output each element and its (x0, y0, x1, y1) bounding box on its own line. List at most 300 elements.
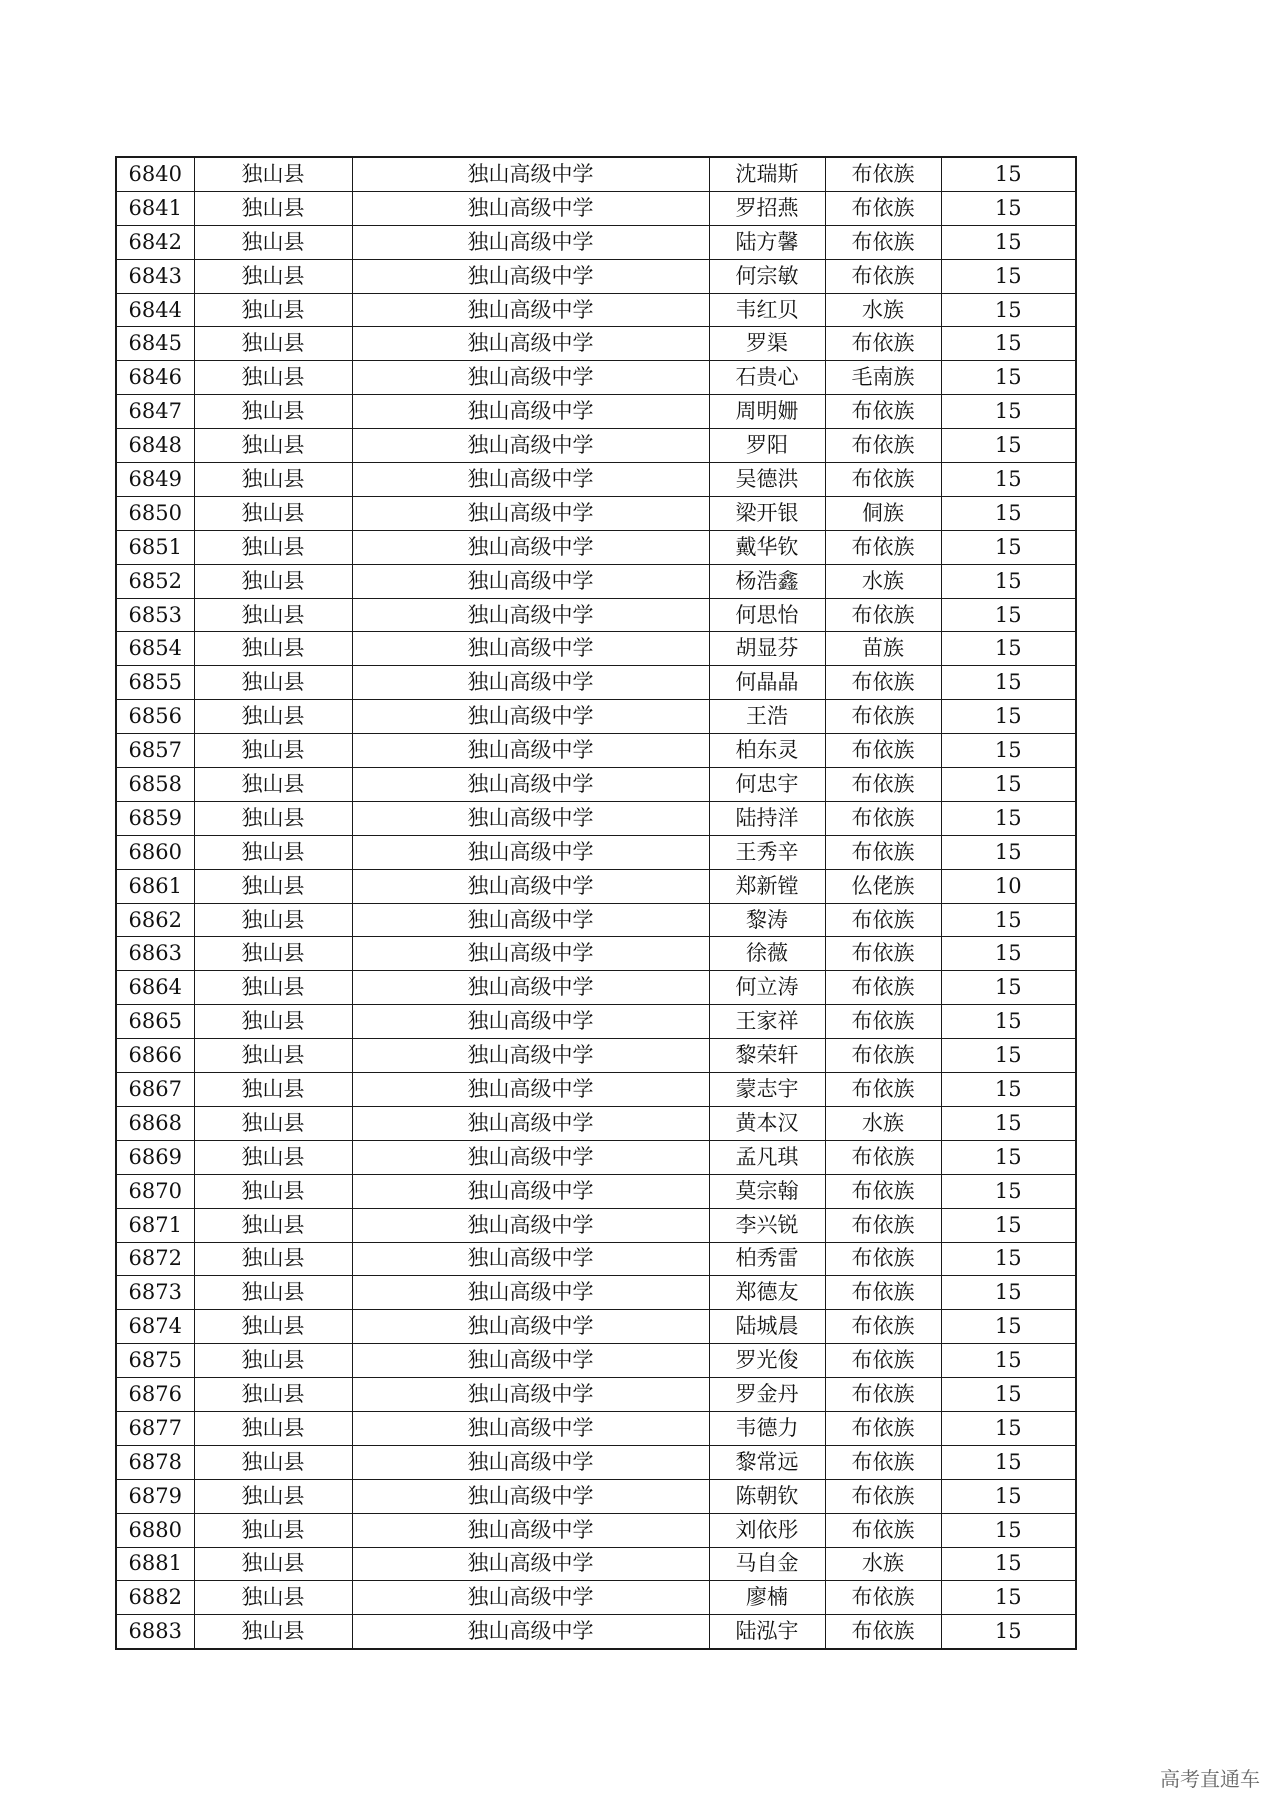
cell-ethnicity: 布依族 (825, 1411, 941, 1445)
cell-score: 15 (941, 395, 1076, 429)
cell-score: 15 (941, 157, 1076, 191)
cell-school: 独山高级中学 (352, 1106, 709, 1140)
cell-score: 15 (941, 1547, 1076, 1581)
cell-id: 6850 (116, 496, 194, 530)
cell-school: 独山高级中学 (352, 496, 709, 530)
table-row (116, 1344, 1076, 1378)
table-row (116, 598, 1076, 632)
cell-ethnicity: 布依族 (825, 1378, 941, 1412)
table-row (116, 971, 1076, 1005)
table-row (116, 937, 1076, 971)
cell-ethnicity: 布依族 (825, 700, 941, 734)
cell-score: 15 (941, 1344, 1076, 1378)
cell-school: 独山高级中学 (352, 530, 709, 564)
cell-id: 6863 (116, 937, 194, 971)
table-row (116, 734, 1076, 768)
cell-score: 15 (941, 429, 1076, 463)
cell-school: 独山高级中学 (352, 157, 709, 191)
cell-county: 独山县 (194, 1378, 352, 1412)
cell-id: 6858 (116, 768, 194, 802)
table-row (116, 395, 1076, 429)
cell-name: 罗招燕 (709, 191, 825, 225)
cell-id: 6866 (116, 1039, 194, 1073)
cell-score: 15 (941, 1615, 1076, 1649)
cell-county: 独山县 (194, 1547, 352, 1581)
cell-ethnicity: 布依族 (825, 1208, 941, 1242)
cell-name: 柏东灵 (709, 734, 825, 768)
cell-county: 独山县 (194, 564, 352, 598)
table-row (116, 1039, 1076, 1073)
table-row (116, 496, 1076, 530)
cell-id: 6872 (116, 1242, 194, 1276)
cell-county: 独山县 (194, 1174, 352, 1208)
cell-school: 独山高级中学 (352, 1411, 709, 1445)
cell-id: 6864 (116, 971, 194, 1005)
cell-county: 独山县 (194, 1411, 352, 1445)
cell-id: 6852 (116, 564, 194, 598)
cell-name: 罗光俊 (709, 1344, 825, 1378)
cell-county: 独山县 (194, 903, 352, 937)
cell-school: 独山高级中学 (352, 191, 709, 225)
cell-score: 15 (941, 937, 1076, 971)
cell-name: 何忠宇 (709, 768, 825, 802)
cell-ethnicity: 水族 (825, 564, 941, 598)
cell-score: 15 (941, 1106, 1076, 1140)
cell-score: 15 (941, 1208, 1076, 1242)
table-row (116, 225, 1076, 259)
cell-ethnicity: 布依族 (825, 1276, 941, 1310)
cell-ethnicity: 布依族 (825, 971, 941, 1005)
cell-county: 独山县 (194, 1310, 352, 1344)
cell-ethnicity: 苗族 (825, 632, 941, 666)
cell-county: 独山县 (194, 530, 352, 564)
cell-id: 6867 (116, 1073, 194, 1107)
cell-ethnicity: 布依族 (825, 1344, 941, 1378)
cell-county: 独山县 (194, 1615, 352, 1649)
cell-school: 独山高级中学 (352, 1547, 709, 1581)
table-body (116, 157, 1076, 1649)
table-row (116, 327, 1076, 361)
cell-id: 6870 (116, 1174, 194, 1208)
cell-school: 独山高级中学 (352, 801, 709, 835)
cell-score: 15 (941, 1310, 1076, 1344)
cell-id: 6854 (116, 632, 194, 666)
cell-score: 15 (941, 1174, 1076, 1208)
cell-name: 罗金丹 (709, 1378, 825, 1412)
cell-ethnicity: 布依族 (825, 1174, 941, 1208)
cell-ethnicity: 毛南族 (825, 361, 941, 395)
cell-name: 沈瑞斯 (709, 157, 825, 191)
cell-id: 6847 (116, 395, 194, 429)
table-row (116, 1445, 1076, 1479)
cell-county: 独山县 (194, 666, 352, 700)
cell-ethnicity: 布依族 (825, 734, 941, 768)
cell-school: 独山高级中学 (352, 395, 709, 429)
cell-id: 6862 (116, 903, 194, 937)
table-row (116, 700, 1076, 734)
cell-name: 王浩 (709, 700, 825, 734)
cell-name: 柏秀雷 (709, 1242, 825, 1276)
cell-id: 6840 (116, 157, 194, 191)
cell-name: 刘依彤 (709, 1513, 825, 1547)
cell-name: 徐薇 (709, 937, 825, 971)
cell-score: 15 (941, 1073, 1076, 1107)
cell-ethnicity: 布依族 (825, 225, 941, 259)
cell-school: 独山高级中学 (352, 327, 709, 361)
table-row (116, 1378, 1076, 1412)
cell-county: 独山县 (194, 801, 352, 835)
cell-school: 独山高级中学 (352, 598, 709, 632)
cell-name: 孟凡琪 (709, 1140, 825, 1174)
table-row (116, 632, 1076, 666)
cell-id: 6875 (116, 1344, 194, 1378)
table-row (116, 1140, 1076, 1174)
cell-name: 陆泓宇 (709, 1615, 825, 1649)
cell-school: 独山高级中学 (352, 1378, 709, 1412)
cell-county: 独山县 (194, 463, 352, 497)
cell-county: 独山县 (194, 327, 352, 361)
cell-id: 6869 (116, 1140, 194, 1174)
cell-name: 黎常远 (709, 1445, 825, 1479)
table-row (116, 564, 1076, 598)
cell-ethnicity: 布依族 (825, 259, 941, 293)
cell-county: 独山县 (194, 700, 352, 734)
cell-ethnicity: 水族 (825, 1106, 941, 1140)
cell-name: 石贵心 (709, 361, 825, 395)
cell-school: 独山高级中学 (352, 903, 709, 937)
table-row (116, 1242, 1076, 1276)
table-row (116, 1615, 1076, 1649)
cell-ethnicity: 侗族 (825, 496, 941, 530)
cell-score: 15 (941, 1479, 1076, 1513)
cell-name: 何宗敏 (709, 259, 825, 293)
cell-school: 独山高级中学 (352, 293, 709, 327)
cell-id: 6843 (116, 259, 194, 293)
cell-name: 郑德友 (709, 1276, 825, 1310)
cell-id: 6865 (116, 1005, 194, 1039)
cell-county: 独山县 (194, 191, 352, 225)
cell-county: 独山县 (194, 1581, 352, 1615)
cell-id: 6860 (116, 835, 194, 869)
cell-name: 韦德力 (709, 1411, 825, 1445)
cell-id: 6856 (116, 700, 194, 734)
cell-ethnicity: 水族 (825, 1547, 941, 1581)
cell-school: 独山高级中学 (352, 1073, 709, 1107)
cell-county: 独山县 (194, 1344, 352, 1378)
cell-id: 6853 (116, 598, 194, 632)
cell-id: 6879 (116, 1479, 194, 1513)
watermark-text: 高考直通车 (1160, 1767, 1260, 1791)
table-row (116, 1005, 1076, 1039)
cell-ethnicity: 布依族 (825, 1581, 941, 1615)
cell-score: 15 (941, 1513, 1076, 1547)
table-row (116, 429, 1076, 463)
cell-county: 独山县 (194, 259, 352, 293)
cell-name: 韦红贝 (709, 293, 825, 327)
cell-id: 6849 (116, 463, 194, 497)
cell-county: 独山县 (194, 157, 352, 191)
cell-score: 15 (941, 1039, 1076, 1073)
cell-name: 罗阳 (709, 429, 825, 463)
cell-school: 独山高级中学 (352, 1615, 709, 1649)
cell-score: 15 (941, 1378, 1076, 1412)
cell-school: 独山高级中学 (352, 1174, 709, 1208)
cell-name: 黎荣轩 (709, 1039, 825, 1073)
cell-score: 10 (941, 869, 1076, 903)
table-row (116, 157, 1076, 191)
cell-name: 陈朝钦 (709, 1479, 825, 1513)
cell-ethnicity: 水族 (825, 293, 941, 327)
cell-name: 何思怡 (709, 598, 825, 632)
cell-score: 15 (941, 768, 1076, 802)
cell-score: 15 (941, 1445, 1076, 1479)
cell-name: 何晶晶 (709, 666, 825, 700)
cell-score: 15 (941, 1140, 1076, 1174)
cell-score: 15 (941, 734, 1076, 768)
cell-school: 独山高级中学 (352, 1310, 709, 1344)
cell-score: 15 (941, 971, 1076, 1005)
cell-county: 独山县 (194, 1106, 352, 1140)
cell-name: 罗渠 (709, 327, 825, 361)
cell-school: 独山高级中学 (352, 666, 709, 700)
cell-school: 独山高级中学 (352, 768, 709, 802)
cell-name: 莫宗翰 (709, 1174, 825, 1208)
cell-score: 15 (941, 632, 1076, 666)
cell-score: 15 (941, 1005, 1076, 1039)
cell-school: 独山高级中学 (352, 1445, 709, 1479)
cell-id: 6857 (116, 734, 194, 768)
cell-ethnicity: 布依族 (825, 191, 941, 225)
cell-score: 15 (941, 801, 1076, 835)
cell-id: 6883 (116, 1615, 194, 1649)
cell-score: 15 (941, 327, 1076, 361)
cell-ethnicity: 布依族 (825, 395, 941, 429)
cell-id: 6842 (116, 225, 194, 259)
cell-school: 独山高级中学 (352, 564, 709, 598)
cell-name: 杨浩鑫 (709, 564, 825, 598)
cell-school: 独山高级中学 (352, 1276, 709, 1310)
cell-id: 6882 (116, 1581, 194, 1615)
cell-score: 15 (941, 1276, 1076, 1310)
cell-ethnicity: 布依族 (825, 1445, 941, 1479)
table-row (116, 1513, 1076, 1547)
cell-school: 独山高级中学 (352, 429, 709, 463)
cell-score: 15 (941, 835, 1076, 869)
cell-ethnicity: 布依族 (825, 666, 941, 700)
table-row (116, 1581, 1076, 1615)
cell-id: 6881 (116, 1547, 194, 1581)
cell-name: 王家祥 (709, 1005, 825, 1039)
table-row (116, 259, 1076, 293)
cell-school: 独山高级中学 (352, 1039, 709, 1073)
cell-id: 6878 (116, 1445, 194, 1479)
cell-score: 15 (941, 259, 1076, 293)
cell-score: 15 (941, 361, 1076, 395)
cell-name: 陆方馨 (709, 225, 825, 259)
cell-ethnicity: 布依族 (825, 1005, 941, 1039)
cell-name: 廖楠 (709, 1581, 825, 1615)
cell-id: 6848 (116, 429, 194, 463)
cell-county: 独山县 (194, 429, 352, 463)
table-row (116, 801, 1076, 835)
cell-id: 6844 (116, 293, 194, 327)
cell-id: 6846 (116, 361, 194, 395)
cell-score: 15 (941, 598, 1076, 632)
cell-ethnicity: 布依族 (825, 1513, 941, 1547)
table-row (116, 463, 1076, 497)
cell-score: 15 (941, 666, 1076, 700)
cell-score: 15 (941, 191, 1076, 225)
cell-school: 独山高级中学 (352, 1513, 709, 1547)
cell-score: 15 (941, 496, 1076, 530)
cell-county: 独山县 (194, 632, 352, 666)
cell-ethnicity: 布依族 (825, 530, 941, 564)
cell-county: 独山县 (194, 1513, 352, 1547)
cell-ethnicity: 布依族 (825, 157, 941, 191)
cell-score: 15 (941, 1411, 1076, 1445)
cell-name: 黄本汉 (709, 1106, 825, 1140)
cell-county: 独山县 (194, 869, 352, 903)
cell-ethnicity: 布依族 (825, 1073, 941, 1107)
table-row (116, 666, 1076, 700)
cell-county: 独山县 (194, 768, 352, 802)
cell-county: 独山县 (194, 835, 352, 869)
cell-id: 6859 (116, 801, 194, 835)
cell-county: 独山县 (194, 1039, 352, 1073)
cell-school: 独山高级中学 (352, 1208, 709, 1242)
cell-name: 郑新镗 (709, 869, 825, 903)
table-row (116, 768, 1076, 802)
cell-id: 6851 (116, 530, 194, 564)
cell-name: 黎涛 (709, 903, 825, 937)
table-row (116, 293, 1076, 327)
cell-id: 6880 (116, 1513, 194, 1547)
cell-name: 蒙志宇 (709, 1073, 825, 1107)
table-row (116, 1174, 1076, 1208)
cell-county: 独山县 (194, 1140, 352, 1174)
cell-score: 15 (941, 293, 1076, 327)
cell-id: 6841 (116, 191, 194, 225)
cell-school: 独山高级中学 (352, 259, 709, 293)
cell-school: 独山高级中学 (352, 1344, 709, 1378)
cell-id: 6873 (116, 1276, 194, 1310)
cell-id: 6861 (116, 869, 194, 903)
cell-score: 15 (941, 564, 1076, 598)
cell-school: 独山高级中学 (352, 937, 709, 971)
cell-score: 15 (941, 225, 1076, 259)
cell-ethnicity: 布依族 (825, 835, 941, 869)
cell-name: 梁开银 (709, 496, 825, 530)
cell-school: 独山高级中学 (352, 1479, 709, 1513)
cell-name: 戴华钦 (709, 530, 825, 564)
cell-score: 15 (941, 530, 1076, 564)
cell-name: 何立涛 (709, 971, 825, 1005)
cell-school: 独山高级中学 (352, 971, 709, 1005)
cell-name: 胡显芬 (709, 632, 825, 666)
table-row (116, 1479, 1076, 1513)
cell-school: 独山高级中学 (352, 835, 709, 869)
cell-name: 陆持洋 (709, 801, 825, 835)
table-row (116, 1411, 1076, 1445)
table-row (116, 1276, 1076, 1310)
cell-score: 15 (941, 1581, 1076, 1615)
cell-ethnicity: 布依族 (825, 429, 941, 463)
table-row (116, 869, 1076, 903)
cell-name: 王秀辛 (709, 835, 825, 869)
cell-school: 独山高级中学 (352, 734, 709, 768)
cell-name: 马自金 (709, 1547, 825, 1581)
cell-ethnicity: 布依族 (825, 1140, 941, 1174)
cell-ethnicity: 布依族 (825, 937, 941, 971)
cell-school: 独山高级中学 (352, 1005, 709, 1039)
cell-ethnicity: 布依族 (825, 463, 941, 497)
cell-school: 独山高级中学 (352, 1242, 709, 1276)
cell-ethnicity: 布依族 (825, 327, 941, 361)
cell-ethnicity: 仫佬族 (825, 869, 941, 903)
cell-county: 独山县 (194, 361, 352, 395)
cell-county: 独山县 (194, 1479, 352, 1513)
cell-id: 6877 (116, 1411, 194, 1445)
cell-score: 15 (941, 463, 1076, 497)
cell-score: 15 (941, 700, 1076, 734)
cell-county: 独山县 (194, 225, 352, 259)
cell-id: 6868 (116, 1106, 194, 1140)
cell-school: 独山高级中学 (352, 361, 709, 395)
cell-county: 独山县 (194, 395, 352, 429)
cell-county: 独山县 (194, 496, 352, 530)
cell-name: 陆城晨 (709, 1310, 825, 1344)
table-row (116, 1073, 1076, 1107)
table-row (116, 1547, 1076, 1581)
cell-score: 15 (941, 903, 1076, 937)
table-row (116, 1106, 1076, 1140)
cell-id: 6874 (116, 1310, 194, 1344)
table-row (116, 835, 1076, 869)
cell-school: 独山高级中学 (352, 700, 709, 734)
cell-ethnicity: 布依族 (825, 1310, 941, 1344)
cell-county: 独山县 (194, 1445, 352, 1479)
cell-school: 独山高级中学 (352, 1581, 709, 1615)
cell-score: 15 (941, 1242, 1076, 1276)
cell-id: 6855 (116, 666, 194, 700)
cell-id: 6876 (116, 1378, 194, 1412)
cell-name: 吴德洪 (709, 463, 825, 497)
cell-county: 独山县 (194, 734, 352, 768)
cell-county: 独山县 (194, 1242, 352, 1276)
table-row (116, 530, 1076, 564)
cell-school: 独山高级中学 (352, 463, 709, 497)
cell-county: 独山县 (194, 971, 352, 1005)
table-row (116, 1208, 1076, 1242)
cell-county: 独山县 (194, 1208, 352, 1242)
cell-county: 独山县 (194, 937, 352, 971)
cell-id: 6845 (116, 327, 194, 361)
cell-ethnicity: 布依族 (825, 1615, 941, 1649)
student-list-table (115, 156, 1077, 1650)
cell-county: 独山县 (194, 598, 352, 632)
table-row (116, 361, 1076, 395)
cell-ethnicity: 布依族 (825, 1242, 941, 1276)
cell-ethnicity: 布依族 (825, 768, 941, 802)
cell-school: 独山高级中学 (352, 632, 709, 666)
cell-ethnicity: 布依族 (825, 1479, 941, 1513)
cell-ethnicity: 布依族 (825, 903, 941, 937)
cell-county: 独山县 (194, 1005, 352, 1039)
table-row (116, 903, 1076, 937)
cell-name: 周明姗 (709, 395, 825, 429)
cell-name: 李兴锐 (709, 1208, 825, 1242)
cell-ethnicity: 布依族 (825, 1039, 941, 1073)
